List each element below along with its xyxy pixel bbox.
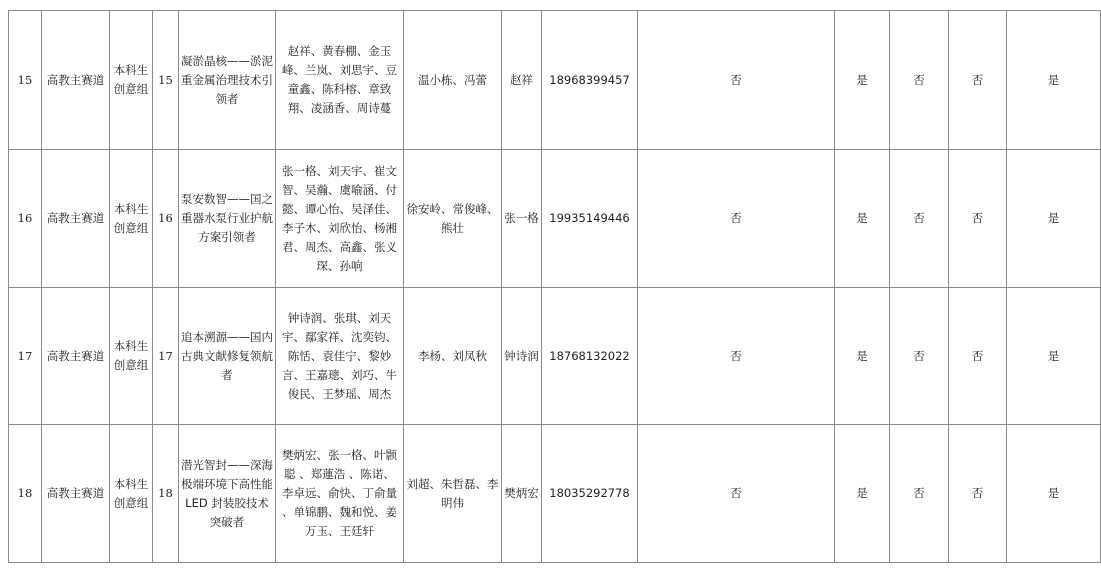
track-name: 高教主赛道: [42, 150, 110, 288]
leader-phone: 19935149446: [542, 150, 638, 288]
leader-phone: 18768132022: [542, 288, 638, 425]
leader-phone: 18035292778: [542, 425, 638, 563]
team-members: 钟诗润、张琪、刘天宇、鄢家祥、沈奕钧、陈恬、袁佳宁、黎妙言、王嘉璁、刘巧、牛俊民、王梦瑶、周杰: [276, 288, 404, 425]
flag-col-3: 否: [890, 11, 949, 150]
table-row: [9, 150, 1101, 288]
track-name: 高教主赛道: [42, 288, 110, 425]
team-members: 张一格、刘天宇、崔文智、吴瀚、虞喻涵、付懿、谭心怡、吴泽佳、李子木、刘欣怡、杨湘君、周杰、高鑫、张义琛、孙响: [276, 150, 404, 288]
track-name: 高教主赛道: [42, 11, 110, 150]
flag-col-3: 否: [890, 425, 949, 563]
table-row: [9, 11, 1101, 150]
leader-name: 张一格: [502, 150, 542, 288]
flag-col-4: 否: [949, 288, 1007, 425]
flag-col-2: 是: [835, 150, 890, 288]
project-name: 追本溯源——国内古典文献修复领航者: [179, 288, 276, 425]
flag-col-5: 是: [1007, 150, 1101, 288]
group-name: 本科生创意组: [110, 150, 153, 288]
row-index: 17: [9, 288, 42, 425]
team-members: 樊炳宏、张一格、叶颢聪 、郑蓮浩 、陈诺、 李卓远、俞快、丁俞量 、单锦鹏、魏和悦、姜万玉、王廷轩: [276, 425, 404, 563]
project-number: 18: [153, 425, 179, 563]
project-name: 潜光智封——深海极端环境下高性能LED 封装胶技术突破者: [179, 425, 276, 563]
team-members: 赵祥、黄春棚、金玉峰、兰岚、刘思宇、豆童鑫、陈科榕、章致翔、凌涵香、周诗蔓: [276, 11, 404, 150]
advisors: 温小栋、冯蕾: [404, 11, 502, 150]
leader-name: 钟诗润: [502, 288, 542, 425]
advisors: 刘超、朱哲磊、李明伟: [404, 425, 502, 563]
flag-col-5: 是: [1007, 425, 1101, 563]
row-index: 18: [9, 425, 42, 563]
table-row: [9, 425, 1101, 563]
project-name: 凝淤晶核——淤泥重金属治理技术引领者: [179, 11, 276, 150]
project-number: 16: [153, 150, 179, 288]
flag-col-2: 是: [835, 425, 890, 563]
advisors: 李杨、刘凤秋: [404, 288, 502, 425]
group-name: 本科生创意组: [110, 11, 153, 150]
leader-name: 赵祥: [502, 11, 542, 150]
flag-col-1: 否: [638, 425, 835, 563]
project-name: 泵安数智——国之重器水泵行业护航方案引领者: [179, 150, 276, 288]
flag-col-4: 否: [949, 150, 1007, 288]
flag-col-2: 是: [835, 11, 890, 150]
flag-col-3: 否: [890, 150, 949, 288]
project-number: 15: [153, 11, 179, 150]
project-number: 17: [153, 288, 179, 425]
flag-col-4: 否: [949, 11, 1007, 150]
advisors: 徐安岭、常俊峰、熊壮: [404, 150, 502, 288]
row-index: 15: [9, 11, 42, 150]
table-row: [9, 288, 1101, 425]
leader-name: 樊炳宏: [502, 425, 542, 563]
leader-phone: 18968399457: [542, 11, 638, 150]
flag-col-3: 否: [890, 288, 949, 425]
flag-col-1: 否: [638, 150, 835, 288]
flag-col-1: 否: [638, 11, 835, 150]
track-name: 高教主赛道: [42, 425, 110, 563]
group-name: 本科生创意组: [110, 425, 153, 563]
group-name: 本科生创意组: [110, 288, 153, 425]
flag-col-5: 是: [1007, 11, 1101, 150]
flag-col-5: 是: [1007, 288, 1101, 425]
flag-col-2: 是: [835, 288, 890, 425]
row-index: 16: [9, 150, 42, 288]
flag-col-4: 否: [949, 425, 1007, 563]
flag-col-1: 否: [638, 288, 835, 425]
competition-entries-table: [8, 10, 1101, 563]
